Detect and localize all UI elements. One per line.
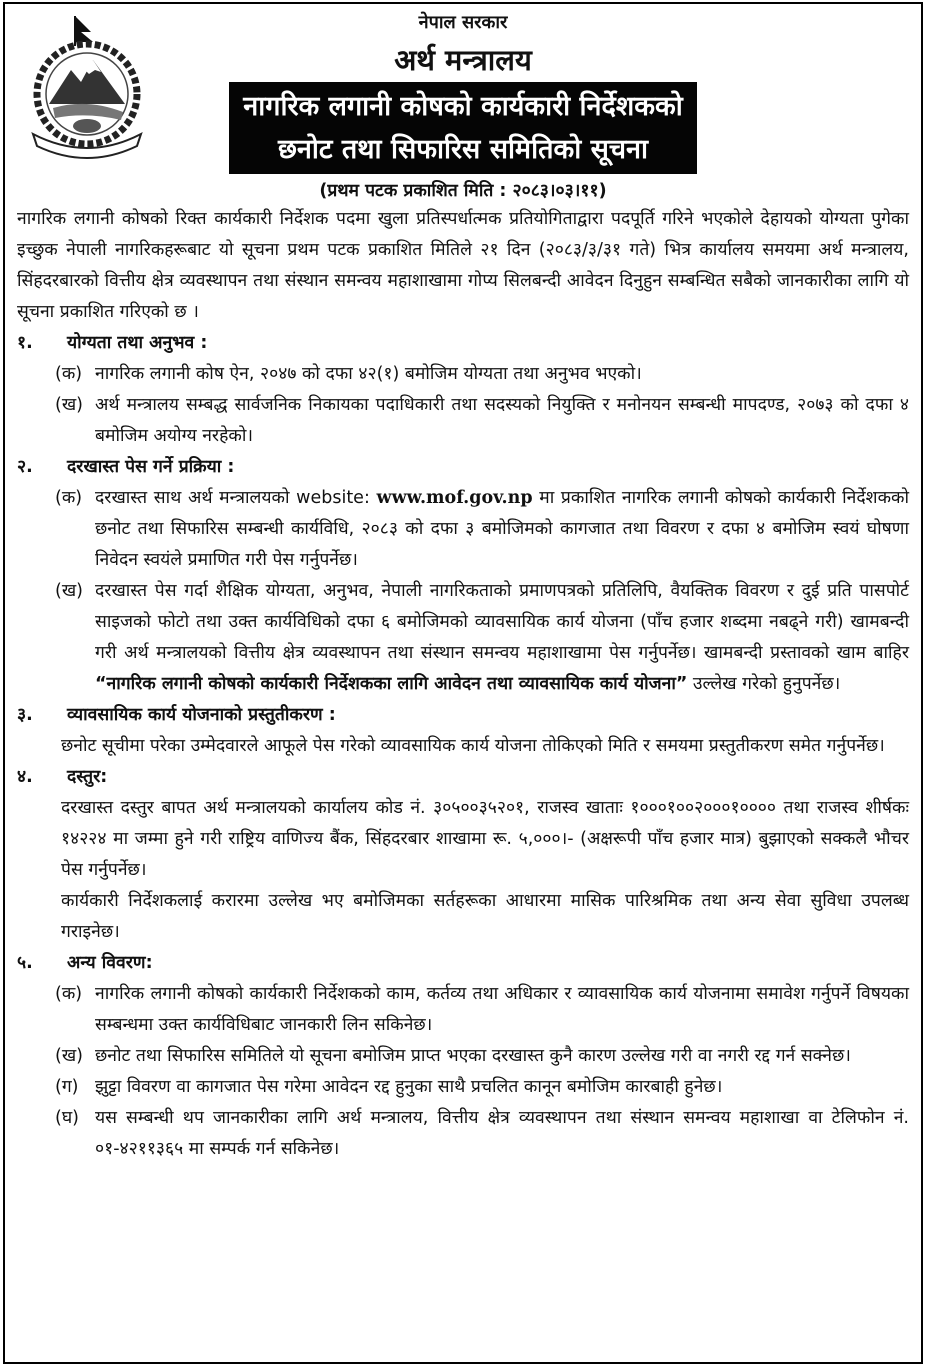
government-name: नेपाल सरकार [418, 12, 508, 33]
notice-title-banner [229, 82, 696, 174]
item-text: यस सम्बन्धी थप जानकारीका लागि अर्थ मन्त्रालय, वित्तीय क्षेत्र व्यवस्थापन तथा संस्थान समन्वय महाशाखा वा टेलिफोन नं. ०१-४२११३६५ मा सम्पर्क गर्न सकिनेछ। [95, 1108, 909, 1159]
section-title: व्यावसायिक कार्य योजनाको प्रस्तुतीकरण : [67, 705, 336, 725]
section-3-text: छनोट सूचीमा परेका उम्मेदवारले आफूले पेस गरेको व्यावसायिक कार्य योजना तोकिएको मिति र समयमा प्रस्तुतीकरण समेत गर्नुपर्नेछ। [61, 736, 885, 756]
item-text: छनोट तथा सिफारिस समितिले यो सूचना बमोजिम प्राप्त भएका दरखास्त कुनै कारण उल्लेख गरी वा नगरी रद्द गर्न सक्नेछ। [95, 1046, 851, 1066]
notice-header [165, 4, 761, 174]
section-number: ५. [17, 953, 33, 973]
item-text: झुट्टा विवरण वा कागजात पेस गरेमा आवेदन रद्द हुनुका साथै प्रचलित कानून बमोजिम कारबाही हुनेछ। [95, 1077, 723, 1097]
item-label: (क) [55, 984, 83, 1004]
section-2-item-a [17, 483, 909, 576]
ministry-name: अर्थ मन्त्रालय [394, 43, 532, 77]
item-label: (घ) [55, 1108, 79, 1128]
section-4-text-1: दरखास्त दस्तुर बापत अर्थ मन्त्रालयको कार्यालय कोड नं. ३०५००३५२०१, राजस्व खाताः १०००१००२०००१०००० तथा राजस्व शीर्षकः १४२२४ मा जम्मा हुने गरी राष्ट्रिय वाणिज्य बैंक, सिंहदरबार शाखामा रू. ५,०००।- (अक्षरूपी पाँच हजार मात्र) बुझाएको सक्कलै भौचर पेस गर्नुपर्नेछ। [61, 798, 909, 880]
section-number: १. [17, 333, 33, 353]
published-date: (प्रथम पटक प्रकाशित मिति : २०८३।०३।११) [319, 181, 607, 201]
item-text-post: उल्लेख गरेको हुनुपर्नेछ। [687, 674, 841, 694]
section-1-item-a [17, 359, 909, 390]
item-label: (क) [55, 364, 83, 384]
notice-body [17, 204, 909, 1165]
banner-line-2: छनोट तथा सिफारिस समितिको सूचना [278, 134, 648, 165]
section-5-item-b [17, 1041, 909, 1072]
item-text [95, 483, 909, 576]
section-1-item-b [17, 390, 909, 452]
item-text [95, 576, 909, 700]
section-number: २. [17, 457, 33, 477]
banner-line-1: नागरिक लगानी कोषको कार्यकारी निर्देशकको [243, 91, 683, 122]
ministry-website-link[interactable]: www.mof.gov.np [376, 488, 533, 508]
section-5-item-a [17, 979, 909, 1041]
item-text-post: मा प्रकाशित नागरिक लगानी कोषको कार्यकारी निर्देशकको छनोट तथा सिफारिस सम्बन्धी कार्यविधि, २०८३ को दफा ३ बमोजिमको कागजात तथा विवरण र दफा ४ बमोजिम स्वयं घोषणा निवेदन स्वयंले प्रमाणित गरी पेस गर्नुपर्नेछ। [95, 488, 909, 570]
notice-page [3, 2, 923, 1364]
item-text-pre: दरखास्त साथ अर्थ मन्त्रालयको website: [95, 488, 377, 508]
item-label: (ख) [55, 581, 83, 601]
item-text: अर्थ मन्त्रालय सम्बद्ध सार्वजनिक निकायका पदाधिकारी तथा सदस्यको नियुक्ति र मनोनयन सम्बन्धी मापदण्ड, २०७३ को दफा ४ बमोजिम अयोग्य नरहेको। [95, 395, 909, 446]
section-5-heading [17, 948, 909, 979]
section-1-heading [17, 328, 909, 359]
section-title: दस्तुर: [67, 767, 108, 787]
item-label: (ख) [55, 1046, 83, 1066]
envelope-label-text: “नागरिक लगानी कोषको कार्यकारी निर्देशकका लागि आवेदन तथा व्यावसायिक कार्य योजना” [95, 674, 688, 694]
item-text: नागरिक लगानी कोष ऐन, २०४७ को दफा ४२(१) बमोजिम योग्यता तथा अनुभव भएको। [95, 364, 642, 384]
item-label: (ख) [55, 395, 83, 415]
item-label: (क) [55, 488, 83, 508]
section-title: दरखास्त पेस गर्ने प्रक्रिया : [67, 457, 235, 477]
item-text-pre: दरखास्त पेस गर्दा शैक्षिक योग्यता, अनुभव, नेपाली नागरिकताको प्रमाणपत्रको प्रतिलिपि, वैयक्तिक विवरण र दुई प्रति पासपोर्ट साइजको फोटो तथा उक्त कार्यविधिको दफा ६ बमोजिमको व्यावसायिक कार्य योजना (पाँच हजार शब्दमा नबढ्ने गरी) खामबन्दी गरी अर्थ मन्त्रालयको वित्तीय क्षेत्र व्यवस्थापन तथा संस्थान समन्वय महाशाखामा पेस गर्नुपर्नेछ। खामबन्दी प्रस्तावको खाम बाहिर [95, 581, 909, 663]
section-5-item-d [17, 1103, 909, 1165]
section-3-heading [17, 700, 909, 731]
item-text: नागरिक लगानी कोषको कार्यकारी निर्देशकको काम, कर्तव्य तथा अधिकार र व्यावसायिक कार्य योजनामा समावेश गर्नुपर्ने विषयका सम्बन्धमा उक्त कार्यविधिबाट जानकारी लिन सकिनेछ। [95, 984, 909, 1035]
section-5-item-c [17, 1072, 909, 1103]
intro-paragraph: नागरिक लगानी कोषको रिक्त कार्यकारी निर्देशक पदमा खुला प्रतिस्पर्धात्मक प्रतियोगिताद्वारा पदपूर्ति गरिने भएकोले देहायको योग्यता पुगेका इच्छुक नेपाली नागरिकहरूबाट यो सूचना प्रथम पटक प्रकाशित मितिले २१ दिन (२०८३/३/३१ गते) भित्र कार्यालय समयमा अर्थ मन्त्रालय, सिंहदरबारको वित्तीय क्षेत्र व्यवस्थापन तथा संस्थान समन्वय महाशाखामा गोप्य सिलबन्दी आवेदन दिनुहुन सम्बन्धित सबैको जानकारीका लागि यो सूचना प्रकाशित गरिएको छ । [17, 209, 909, 322]
section-4-text-2: कार्यकारी निर्देशकलाई करारमा उल्लेख भए बमोजिमका सर्तहरूका आधारमा मासिक पारिश्रमिक तथा अन्य सेवा सुविधा उपलब्ध गराइनेछ। [61, 891, 909, 942]
nepal-government-emblem-icon [23, 12, 151, 160]
section-2-heading [17, 452, 909, 483]
section-number: ३. [17, 705, 33, 725]
section-title: अन्य विवरण: [67, 953, 153, 973]
section-title: योग्यता तथा अनुभव : [67, 333, 208, 353]
section-number: ४. [17, 767, 33, 787]
section-2-item-b [17, 576, 909, 700]
section-4-heading [17, 762, 909, 793]
item-label: (ग) [55, 1077, 79, 1097]
